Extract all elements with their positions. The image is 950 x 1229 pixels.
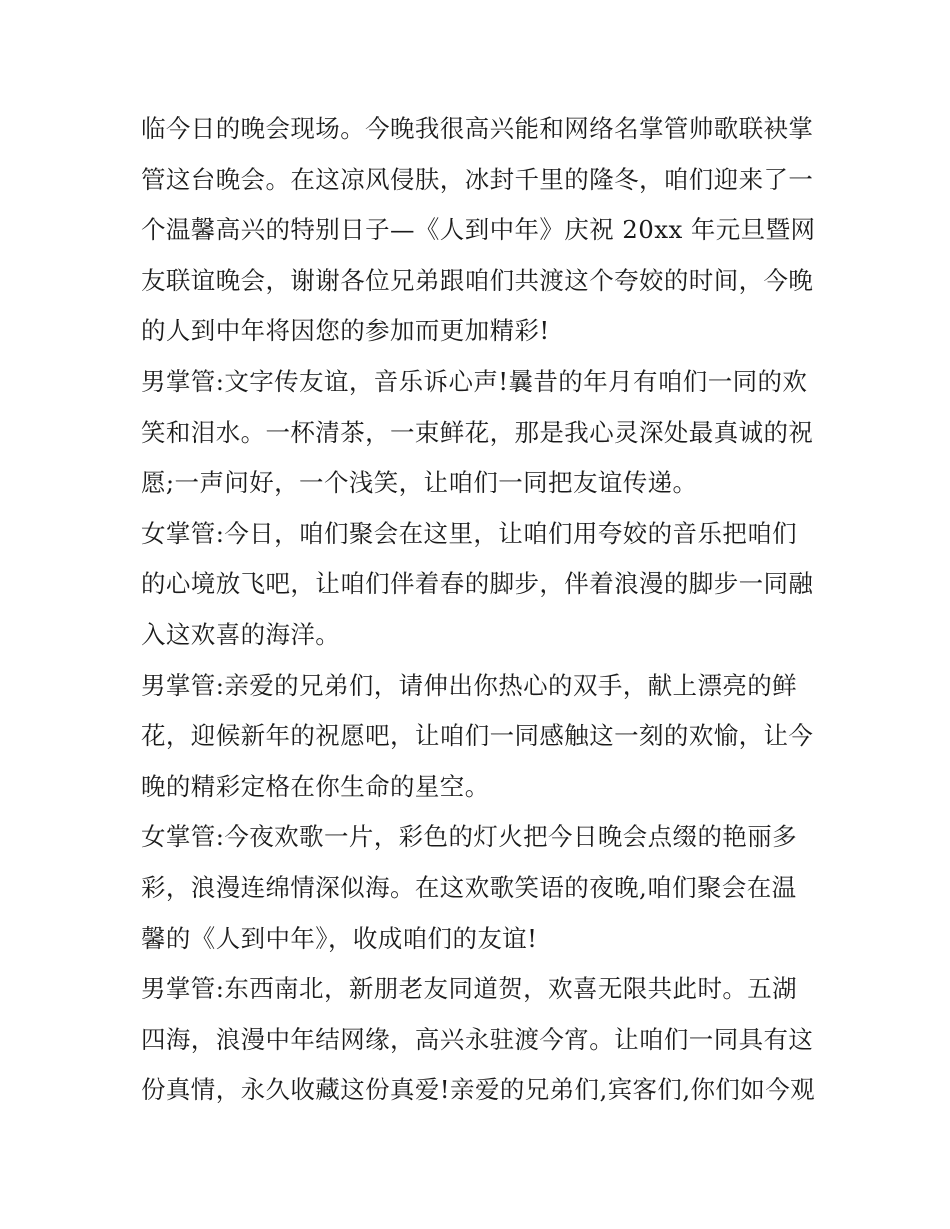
text-line: 男掌管:文字传友谊，音乐诉心声!曩昔的年月有咱们一同的欢	[141, 366, 808, 396]
text-line: 个温馨高兴的特别日子—《人到中年》庆祝 20xx 年元旦暨网	[141, 215, 816, 245]
text-line: 管这台晚会。在这凉风侵肤，冰封千里的隆冬，咱们迎来了一	[141, 164, 814, 194]
text-line: 馨的《人到中年》，收成咱们的友谊!	[141, 923, 538, 953]
text-line: 彩，浪漫连绵情深似海。在这欢歌笑语的夜晚,咱们聚会在温	[141, 872, 797, 902]
text-line: 男掌管:东西南北，新朋老友同道贺，欢喜无限共此时。五湖	[141, 974, 798, 1004]
document-body-text	[141, 104, 821, 1116]
text-line: 份真情，永久收藏这份真爱!亲爱的兄弟们,宾客们,你们如今观	[141, 1075, 816, 1105]
text-line: 的心境放飞吧，让咱们伴着春的脚步，伴着浪漫的脚步一同融	[141, 569, 814, 599]
text-line: 临今日的晚会现场。今晚我很高兴能和网络名掌管帅歌联袂掌	[141, 114, 814, 143]
text-line: 四海，浪漫中年结网缘，高兴永驻渡今宵。让咱们一同具有这	[141, 1024, 814, 1054]
text-line: 的人到中年将因您的参加而更加精彩!	[141, 316, 550, 346]
text-line: 男掌管:亲爱的兄弟们，请伸出你热心的双手，献上漂亮的鲜	[141, 670, 798, 700]
text-line: 花，迎候新年的祝愿吧，让咱们一同感触这一刻的欢愉，让今	[141, 721, 814, 751]
text-line: 笑和泪水。一杯清茶，一束鲜花，那是我心灵深处最真诚的祝	[141, 417, 814, 447]
text-line: 友联谊晚会，谢谢各位兄弟跟咱们共渡这个夸姣的时间，今晚	[141, 265, 814, 295]
text-line: 女掌管:今日，咱们聚会在这里，让咱们用夸姣的音乐把咱们	[141, 518, 798, 548]
text-line: 晚的精彩定格在你生命的星空。	[141, 771, 490, 801]
text-line: 入这欢喜的海洋。	[141, 619, 341, 649]
text-line: 女掌管:今夜欢歌一片，彩色的灯火把今日晚会点缀的艳丽多	[141, 822, 798, 852]
text-line: 愿;一声问好，一个浅笑，让咱们一同把友谊传递。	[141, 468, 698, 498]
